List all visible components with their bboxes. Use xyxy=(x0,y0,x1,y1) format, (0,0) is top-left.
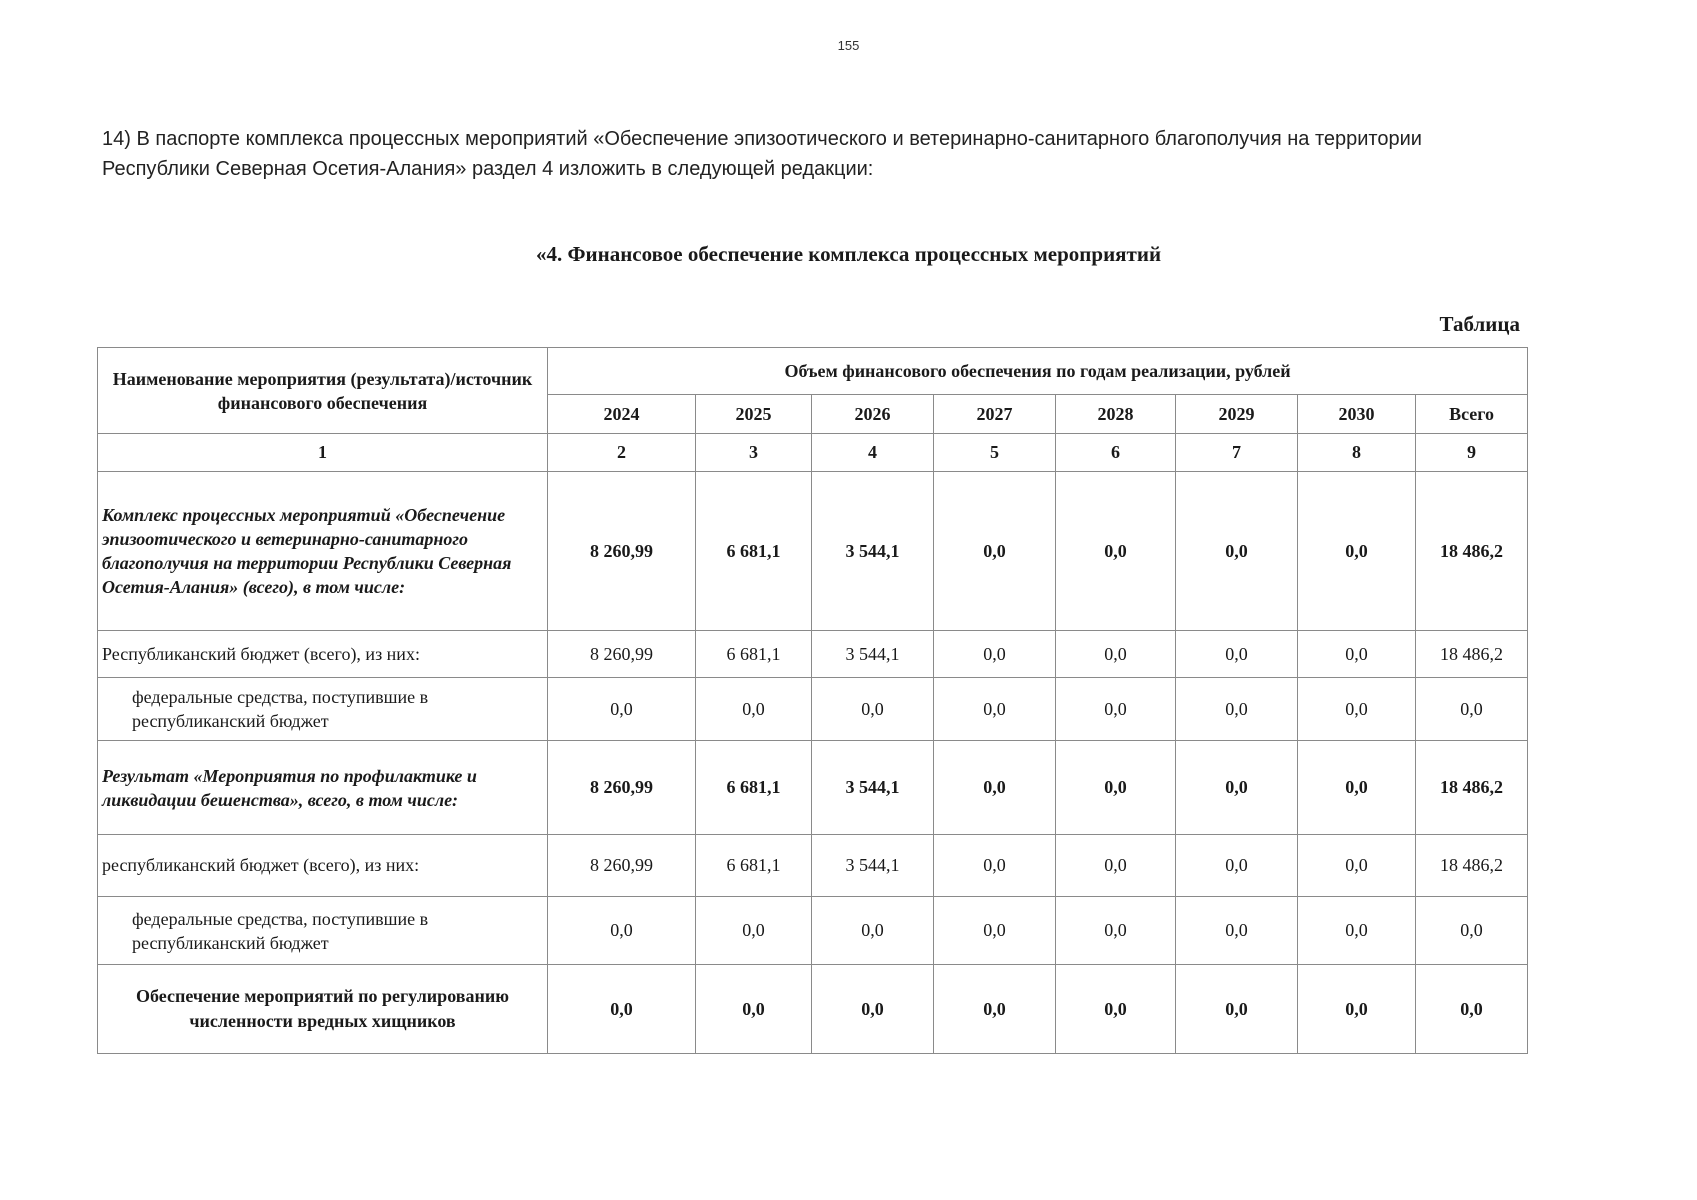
cell-value: 0,0 xyxy=(1176,897,1298,965)
cell-value: 0,0 xyxy=(934,678,1056,741)
cell-value: 0,0 xyxy=(1298,678,1416,741)
cell-value: 8 260,99 xyxy=(548,631,696,678)
cell-value: 0,0 xyxy=(1298,472,1416,631)
financing-table xyxy=(97,347,1528,1054)
cell-value: 0,0 xyxy=(1176,631,1298,678)
cell-value: 0,0 xyxy=(1416,965,1528,1054)
intro-paragraph: 14) В паспорте комплекса процессных мероприятий «Обеспечение эпизоотического и ветеринарно-санитарного благополучия на территории Республики Северная Осетия-Алания» раздел 4 изложить в следующей редакции: xyxy=(102,128,1422,180)
cell-value: 0,0 xyxy=(1176,678,1298,741)
header-year: 2027 xyxy=(934,395,1056,434)
header-name: Наименование мероприятия (результата)/источник финансового обеспечения xyxy=(98,348,548,434)
cell-value: 0,0 xyxy=(1176,741,1298,835)
cell-value: 0,0 xyxy=(934,897,1056,965)
cell-value: 0,0 xyxy=(1056,835,1176,897)
cell-value: 0,0 xyxy=(1056,965,1176,1054)
cell-value: 0,0 xyxy=(1416,678,1528,741)
cell-value: 0,0 xyxy=(1298,741,1416,835)
header-year: 2030 xyxy=(1298,395,1416,434)
cell-value: 8 260,99 xyxy=(548,741,696,835)
cell-value: 0,0 xyxy=(934,631,1056,678)
table-row xyxy=(98,741,1528,835)
row-name: Комплекс процессных мероприятий «Обеспечение эпизоотического и ветеринарно-санитарного благополучия на территории Республики Северная Осетия-Алания» (всего), в том числе: xyxy=(98,472,548,631)
header-volume: Объем финансового обеспечения по годам реализации, рублей xyxy=(548,348,1528,395)
cell-value: 0,0 xyxy=(1298,897,1416,965)
cell-value: 0,0 xyxy=(1056,472,1176,631)
cell-value: 0,0 xyxy=(1176,965,1298,1054)
cell-value: 3 544,1 xyxy=(812,835,934,897)
cell-value: 0,0 xyxy=(1298,631,1416,678)
column-number: 2 xyxy=(548,434,696,472)
cell-value: 0,0 xyxy=(696,965,812,1054)
cell-value: 18 486,2 xyxy=(1416,631,1528,678)
cell-value: 0,0 xyxy=(934,741,1056,835)
column-number: 6 xyxy=(1056,434,1176,472)
column-number: 7 xyxy=(1176,434,1298,472)
column-number: 1 xyxy=(98,434,548,472)
cell-value: 0,0 xyxy=(1176,472,1298,631)
cell-value: 3 544,1 xyxy=(812,472,934,631)
column-number: 8 xyxy=(1298,434,1416,472)
cell-value: 6 681,1 xyxy=(696,835,812,897)
cell-value: 0,0 xyxy=(934,835,1056,897)
cell-value: 0,0 xyxy=(812,965,934,1054)
table-row xyxy=(98,472,1528,631)
cell-value: 6 681,1 xyxy=(696,472,812,631)
row-name: республиканский бюджет (всего), из них: xyxy=(98,835,548,897)
cell-value: 0,0 xyxy=(1056,678,1176,741)
table-caption: Таблица xyxy=(1439,312,1520,336)
table-row xyxy=(98,835,1528,897)
column-number: 3 xyxy=(696,434,812,472)
cell-value: 0,0 xyxy=(1056,897,1176,965)
cell-value: 3 544,1 xyxy=(812,741,934,835)
header-year: 2026 xyxy=(812,395,934,434)
cell-value: 18 486,2 xyxy=(1416,835,1528,897)
column-number: 5 xyxy=(934,434,1056,472)
page-number: 155 xyxy=(837,38,860,53)
row-name: федеральные средства, поступившие в республиканский бюджет xyxy=(98,897,548,965)
header-year: 2029 xyxy=(1176,395,1298,434)
cell-value: 0,0 xyxy=(548,897,696,965)
cell-value: 0,0 xyxy=(1056,631,1176,678)
header-year: 2024 xyxy=(548,395,696,434)
cell-value: 6 681,1 xyxy=(696,741,812,835)
cell-value: 0,0 xyxy=(548,965,696,1054)
cell-value: 0,0 xyxy=(934,965,1056,1054)
cell-value: 8 260,99 xyxy=(548,472,696,631)
row-name: Обеспечение мероприятий по регулированию численности вредных хищников xyxy=(98,965,548,1054)
cell-value: 0,0 xyxy=(1298,835,1416,897)
cell-value: 0,0 xyxy=(696,678,812,741)
header-total: Всего xyxy=(1416,395,1528,434)
cell-value: 0,0 xyxy=(548,678,696,741)
cell-value: 0,0 xyxy=(812,897,934,965)
cell-value: 0,0 xyxy=(812,678,934,741)
header-year: 2028 xyxy=(1056,395,1176,434)
table-row xyxy=(98,965,1528,1054)
section-heading: «4. Финансовое обеспечение комплекса процессных мероприятий xyxy=(535,242,1162,266)
table-row xyxy=(98,897,1528,965)
column-numbers-row xyxy=(98,434,1528,472)
cell-value: 3 544,1 xyxy=(812,631,934,678)
cell-value: 18 486,2 xyxy=(1416,741,1528,835)
table-row xyxy=(98,631,1528,678)
cell-value: 8 260,99 xyxy=(548,835,696,897)
cell-value: 0,0 xyxy=(1298,965,1416,1054)
cell-value: 0,0 xyxy=(1056,741,1176,835)
cell-value: 0,0 xyxy=(1176,835,1298,897)
table-row xyxy=(98,678,1528,741)
cell-value: 18 486,2 xyxy=(1416,472,1528,631)
column-number: 4 xyxy=(812,434,934,472)
header-year: 2025 xyxy=(696,395,812,434)
row-name: Результат «Мероприятия по профилактике и ликвидации бешенства», всего, в том числе: xyxy=(98,741,548,835)
row-name: федеральные средства, поступившие в республиканский бюджет xyxy=(98,678,548,741)
cell-value: 0,0 xyxy=(696,897,812,965)
column-number: 9 xyxy=(1416,434,1528,472)
cell-value: 0,0 xyxy=(934,472,1056,631)
cell-value: 0,0 xyxy=(1416,897,1528,965)
cell-value: 6 681,1 xyxy=(696,631,812,678)
header-row-1 xyxy=(98,348,1528,395)
row-name: Республиканский бюджет (всего), из них: xyxy=(98,631,548,678)
